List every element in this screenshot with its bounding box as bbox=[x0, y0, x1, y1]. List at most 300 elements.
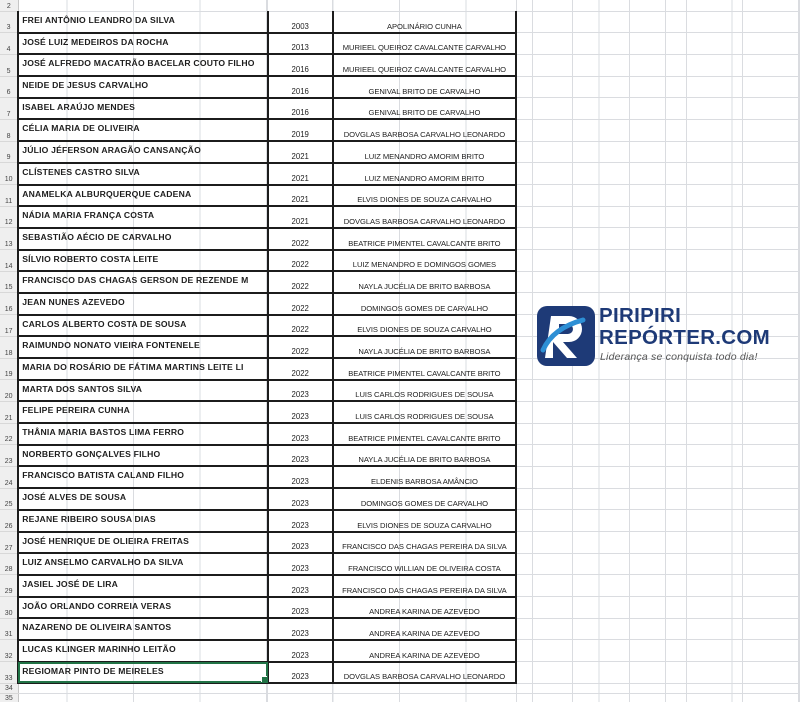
cell-name[interactable] bbox=[18, 466, 268, 488]
cell-empty[interactable] bbox=[686, 640, 743, 662]
row-header[interactable]: 10 bbox=[0, 163, 18, 185]
cell-name[interactable] bbox=[18, 163, 268, 185]
cell-name[interactable] bbox=[18, 336, 268, 358]
cell-name[interactable] bbox=[18, 206, 268, 228]
cell-empty[interactable] bbox=[686, 0, 743, 11]
cell-empty[interactable] bbox=[743, 0, 800, 11]
cell-year[interactable]: 2022 bbox=[268, 315, 333, 337]
cell-empty[interactable] bbox=[573, 683, 630, 693]
cell-year[interactable]: 2023 bbox=[268, 640, 333, 662]
row-header[interactable]: 26 bbox=[0, 510, 18, 532]
cell-empty[interactable] bbox=[630, 597, 687, 619]
cell-name-text: FELIPE PEREIRA CUNHA bbox=[22, 405, 131, 416]
cell-year[interactable]: 2021 bbox=[268, 141, 333, 163]
cell-empty[interactable] bbox=[743, 683, 800, 693]
cell-reporter[interactable]: ELVIS DIONES DE SOUZA CARVALHO bbox=[333, 185, 517, 207]
row-header[interactable]: 15 bbox=[0, 271, 18, 293]
cell-empty[interactable] bbox=[743, 640, 800, 662]
cell-empty[interactable] bbox=[516, 423, 573, 445]
cell-empty[interactable] bbox=[743, 597, 800, 619]
row-header[interactable]: 12 bbox=[0, 206, 18, 228]
cell-empty[interactable] bbox=[686, 618, 743, 640]
row-header[interactable]: 16 bbox=[0, 293, 18, 315]
row-header[interactable]: 31 bbox=[0, 618, 18, 640]
cell-empty[interactable] bbox=[516, 228, 573, 250]
cell-name[interactable] bbox=[18, 445, 268, 467]
cell-empty[interactable] bbox=[573, 466, 630, 488]
cell-empty[interactable] bbox=[743, 662, 800, 684]
cell-empty[interactable] bbox=[516, 662, 573, 684]
row-header[interactable]: 24 bbox=[0, 466, 18, 488]
cell-empty[interactable] bbox=[630, 683, 687, 693]
cell-empty[interactable] bbox=[743, 163, 800, 185]
cell-reporter[interactable]: ELVIS DIONES DE SOUZA CARVALHO bbox=[333, 510, 517, 532]
cell-empty[interactable] bbox=[516, 11, 573, 33]
cell-reporter[interactable]: LUIZ MENANDRO AMORIM BRITO bbox=[333, 163, 517, 185]
cell-year[interactable]: 2023 bbox=[268, 423, 333, 445]
cell-empty[interactable] bbox=[516, 532, 573, 554]
cell-empty[interactable] bbox=[573, 250, 630, 272]
cell-empty[interactable] bbox=[686, 597, 743, 619]
cell-reporter[interactable]: ELDENIS BARBOSA AMÂNCIO bbox=[333, 466, 517, 488]
cell-reporter[interactable]: DOMINGOS GOMES DE CARVALHO bbox=[333, 488, 517, 510]
row-header[interactable]: 25 bbox=[0, 488, 18, 510]
cell-empty[interactable] bbox=[573, 11, 630, 33]
row-header[interactable]: 18 bbox=[0, 336, 18, 358]
cell-empty[interactable] bbox=[573, 445, 630, 467]
table-row bbox=[0, 98, 800, 120]
cell-empty[interactable] bbox=[573, 380, 630, 402]
cell-empty[interactable] bbox=[516, 618, 573, 640]
row-header[interactable]: 17 bbox=[0, 315, 18, 337]
cell-year[interactable]: 2022 bbox=[268, 336, 333, 358]
table-row bbox=[0, 683, 800, 693]
cell-name[interactable] bbox=[18, 488, 268, 510]
cell-empty[interactable] bbox=[516, 575, 573, 597]
cell-empty[interactable] bbox=[743, 271, 800, 293]
cell-empty[interactable] bbox=[630, 271, 687, 293]
cell-name-text: FRANCISCO DAS CHAGAS GERSON DE REZENDE M bbox=[22, 275, 249, 286]
cell-year[interactable]: 2022 bbox=[268, 228, 333, 250]
cell-empty[interactable] bbox=[630, 11, 687, 33]
cell-empty[interactable] bbox=[743, 693, 800, 702]
cell-name[interactable] bbox=[18, 380, 268, 402]
cell-empty[interactable] bbox=[743, 119, 800, 141]
cell-reporter[interactable]: BEATRICE PIMENTEL CAVALCANTE BRITO bbox=[333, 423, 517, 445]
cell-name-text: JOSÉ ALVES DE SOUSA bbox=[22, 492, 127, 503]
cell-empty[interactable] bbox=[686, 98, 743, 120]
cell-name[interactable] bbox=[18, 141, 268, 163]
cell-empty[interactable] bbox=[630, 33, 687, 55]
cell-empty[interactable] bbox=[573, 141, 630, 163]
row-header[interactable]: 28 bbox=[0, 553, 18, 575]
cell-empty[interactable] bbox=[516, 33, 573, 55]
cell-name[interactable] bbox=[18, 532, 268, 554]
cell-name[interactable] bbox=[18, 185, 268, 207]
cell-reporter[interactable]: ANDREA KARINA DE AZEVEDO bbox=[333, 618, 517, 640]
cell-empty[interactable] bbox=[686, 380, 743, 402]
cell-empty[interactable] bbox=[516, 119, 573, 141]
cell-year[interactable]: 2022 bbox=[268, 271, 333, 293]
row-header[interactable]: 7 bbox=[0, 98, 18, 120]
cell-empty[interactable] bbox=[630, 510, 687, 532]
cell-year[interactable]: 2023 bbox=[268, 532, 333, 554]
cell-empty[interactable] bbox=[630, 466, 687, 488]
cell-year[interactable]: 2019 bbox=[268, 119, 333, 141]
cell-empty[interactable] bbox=[743, 228, 800, 250]
cell-empty[interactable] bbox=[516, 401, 573, 423]
cell-empty[interactable] bbox=[630, 445, 687, 467]
cell-empty[interactable] bbox=[630, 401, 687, 423]
cell-empty[interactable] bbox=[630, 662, 687, 684]
cell-empty[interactable] bbox=[516, 271, 573, 293]
cell-empty[interactable] bbox=[743, 380, 800, 402]
cell-empty[interactable] bbox=[630, 423, 687, 445]
cell-empty[interactable] bbox=[573, 575, 630, 597]
cell-empty[interactable] bbox=[630, 575, 687, 597]
cell-reporter[interactable]: ELVIS DIONES DE SOUZA CARVALHO bbox=[333, 315, 517, 337]
row-header[interactable]: 30 bbox=[0, 597, 18, 619]
cell-empty[interactable] bbox=[630, 76, 687, 98]
row-header[interactable]: 5 bbox=[0, 54, 18, 76]
cell-empty[interactable] bbox=[630, 163, 687, 185]
cell-empty[interactable] bbox=[630, 185, 687, 207]
cell-reporter[interactable]: DOMINGOS GOMES DE CARVALHO bbox=[333, 293, 517, 315]
cell-empty[interactable] bbox=[630, 693, 687, 702]
cell-year[interactable]: 2023 bbox=[268, 488, 333, 510]
cell-year[interactable]: 2003 bbox=[268, 11, 333, 33]
cell-empty[interactable] bbox=[630, 98, 687, 120]
row-header[interactable]: 13 bbox=[0, 228, 18, 250]
cell-empty[interactable] bbox=[516, 553, 573, 575]
cell-empty[interactable] bbox=[573, 98, 630, 120]
row-header[interactable]: 27 bbox=[0, 532, 18, 554]
cell-empty[interactable] bbox=[686, 11, 743, 33]
cell-empty[interactable] bbox=[516, 0, 573, 11]
cell-name[interactable] bbox=[18, 423, 268, 445]
cell-empty[interactable] bbox=[516, 54, 573, 76]
cell-name[interactable] bbox=[18, 401, 268, 423]
cell-empty[interactable] bbox=[573, 163, 630, 185]
cell-empty[interactable] bbox=[573, 693, 630, 702]
cell-empty[interactable] bbox=[743, 11, 800, 33]
cell-name[interactable] bbox=[18, 98, 268, 120]
cell-reporter[interactable]: MURIEEL QUEIROZ CAVALCANTE CARVALHO bbox=[333, 54, 517, 76]
cell-name[interactable] bbox=[18, 693, 268, 702]
row-header[interactable]: 8 bbox=[0, 119, 18, 141]
cell-name[interactable] bbox=[18, 293, 268, 315]
cell-empty[interactable] bbox=[573, 423, 630, 445]
cell-empty[interactable] bbox=[630, 618, 687, 640]
cell-empty[interactable] bbox=[743, 250, 800, 272]
row-header[interactable]: 6 bbox=[0, 76, 18, 98]
cell-name[interactable] bbox=[18, 76, 268, 98]
cell-empty[interactable] bbox=[573, 185, 630, 207]
cell-name[interactable] bbox=[18, 618, 268, 640]
cell-name[interactable] bbox=[18, 54, 268, 76]
cell-empty[interactable] bbox=[516, 380, 573, 402]
cell-empty[interactable] bbox=[686, 510, 743, 532]
cell-empty[interactable] bbox=[686, 119, 743, 141]
cell-empty[interactable] bbox=[516, 185, 573, 207]
row-header[interactable]: 4 bbox=[0, 33, 18, 55]
cell-year[interactable]: 2023 bbox=[268, 510, 333, 532]
cell-year[interactable]: 2021 bbox=[268, 163, 333, 185]
cell-empty[interactable] bbox=[743, 206, 800, 228]
row-header[interactable]: 29 bbox=[0, 575, 18, 597]
cell-empty[interactable] bbox=[516, 510, 573, 532]
cell-reporter[interactable]: FRANCISCO DAS CHAGAS PEREIRA DA SILVA bbox=[333, 532, 517, 554]
cell-reporter[interactable]: BEATRICE PIMENTEL CAVALCANTE BRITO bbox=[333, 358, 517, 380]
cell-empty[interactable] bbox=[743, 553, 800, 575]
cell-empty[interactable] bbox=[686, 693, 743, 702]
cell-empty[interactable] bbox=[516, 640, 573, 662]
cell-year[interactable]: 2013 bbox=[268, 33, 333, 55]
cell-empty[interactable] bbox=[743, 445, 800, 467]
cell-name-text: NORBERTO GONÇALVES FILHO bbox=[22, 448, 161, 459]
fill-handle[interactable] bbox=[261, 676, 268, 683]
cell-empty[interactable] bbox=[573, 228, 630, 250]
cell-empty[interactable] bbox=[516, 206, 573, 228]
cell-empty[interactable] bbox=[516, 445, 573, 467]
cell-year[interactable]: 2016 bbox=[268, 76, 333, 98]
cell-reporter[interactable]: GENIVAL BRITO DE CARVALHO bbox=[333, 76, 517, 98]
row-header[interactable]: 11 bbox=[0, 185, 18, 207]
cell-name[interactable] bbox=[18, 597, 268, 619]
cell-empty[interactable] bbox=[743, 98, 800, 120]
cell-empty[interactable] bbox=[743, 532, 800, 554]
cell-reporter[interactable] bbox=[333, 693, 517, 702]
cell-empty[interactable] bbox=[630, 250, 687, 272]
cell-year[interactable]: 2023 bbox=[268, 553, 333, 575]
cell-empty[interactable] bbox=[686, 683, 743, 693]
cell-empty[interactable] bbox=[686, 228, 743, 250]
cell-reporter[interactable]: LUIZ MENANDRO E DOMINGOS GOMES bbox=[333, 250, 517, 272]
cell-year[interactable]: 2022 bbox=[268, 358, 333, 380]
cell-year[interactable] bbox=[268, 683, 333, 693]
table-row bbox=[0, 33, 800, 55]
cell-empty[interactable] bbox=[686, 553, 743, 575]
cell-year[interactable]: 2021 bbox=[268, 185, 333, 207]
cell-empty[interactable] bbox=[630, 380, 687, 402]
cell-empty[interactable] bbox=[743, 618, 800, 640]
cell-empty[interactable] bbox=[516, 163, 573, 185]
cell-empty[interactable] bbox=[516, 141, 573, 163]
row-header[interactable]: 23 bbox=[0, 445, 18, 467]
cell-name[interactable] bbox=[18, 315, 268, 337]
cell-reporter[interactable]: LUIS CARLOS RODRIGUES DE SOUSA bbox=[333, 380, 517, 402]
cell-reporter[interactable]: GENIVAL BRITO DE CARVALHO bbox=[333, 98, 517, 120]
cell-year[interactable]: 2023 bbox=[268, 401, 333, 423]
cell-reporter[interactable]: FRANCISCO WILLIAN DE OLIVEIRA COSTA bbox=[333, 553, 517, 575]
cell-reporter[interactable]: ANDREA KARINA DE AZEVEDO bbox=[333, 640, 517, 662]
cell-year[interactable]: 2023 bbox=[268, 445, 333, 467]
cell-reporter[interactable]: ANDREA KARINA DE AZEVEDO bbox=[333, 597, 517, 619]
cell-empty[interactable] bbox=[743, 33, 800, 55]
cell-empty[interactable] bbox=[573, 618, 630, 640]
cell-name-text: SEBASTIÃO AÉCIO DE CARVALHO bbox=[22, 231, 172, 242]
row-header[interactable]: 14 bbox=[0, 250, 18, 272]
cell-reporter[interactable]: DOVGLAS BARBOSA CARVALHO LEONARDO bbox=[333, 206, 517, 228]
cell-reporter[interactable]: NAYLA JUCÉLIA DE BRITO BARBOSA bbox=[333, 445, 517, 467]
cell-empty[interactable] bbox=[686, 488, 743, 510]
row-header[interactable]: 9 bbox=[0, 141, 18, 163]
cell-empty[interactable] bbox=[686, 466, 743, 488]
cell-empty[interactable] bbox=[573, 54, 630, 76]
cell-empty[interactable] bbox=[573, 553, 630, 575]
cell-name[interactable] bbox=[18, 358, 268, 380]
cell-name[interactable] bbox=[18, 33, 268, 55]
cell-reporter[interactable] bbox=[333, 683, 517, 693]
cell-empty[interactable] bbox=[686, 33, 743, 55]
cell-reporter[interactable] bbox=[333, 0, 517, 11]
cell-empty[interactable] bbox=[516, 98, 573, 120]
cell-reporter[interactable]: NAYLA JUCÉLIA DE BRITO BARBOSA bbox=[333, 271, 517, 293]
cell-reporter[interactable]: NAYLA JUCÉLIA DE BRITO BARBOSA bbox=[333, 336, 517, 358]
cell-empty[interactable] bbox=[743, 466, 800, 488]
cell-empty[interactable] bbox=[630, 54, 687, 76]
cell-empty[interactable] bbox=[630, 119, 687, 141]
cell-name[interactable] bbox=[18, 575, 268, 597]
cell-year[interactable]: 2023 bbox=[268, 597, 333, 619]
cell-name[interactable] bbox=[18, 662, 268, 684]
cell-empty[interactable] bbox=[686, 54, 743, 76]
cell-empty[interactable] bbox=[743, 76, 800, 98]
cell-empty[interactable] bbox=[743, 575, 800, 597]
cell-name[interactable] bbox=[18, 683, 268, 693]
cell-empty[interactable] bbox=[573, 119, 630, 141]
cell-empty[interactable] bbox=[743, 185, 800, 207]
cell-empty[interactable] bbox=[516, 76, 573, 98]
cell-year[interactable]: 2016 bbox=[268, 54, 333, 76]
cell-empty[interactable] bbox=[686, 206, 743, 228]
cell-empty[interactable] bbox=[743, 401, 800, 423]
cell-empty[interactable] bbox=[630, 141, 687, 163]
row-header[interactable]: 34 bbox=[0, 683, 18, 693]
cell-empty[interactable] bbox=[686, 423, 743, 445]
cell-empty[interactable] bbox=[630, 206, 687, 228]
cell-name[interactable] bbox=[18, 510, 268, 532]
cell-year[interactable] bbox=[268, 693, 333, 702]
cell-empty[interactable] bbox=[743, 488, 800, 510]
cell-empty[interactable] bbox=[686, 250, 743, 272]
row-header[interactable]: 21 bbox=[0, 401, 18, 423]
cell-empty[interactable] bbox=[743, 141, 800, 163]
cell-empty[interactable] bbox=[686, 141, 743, 163]
cell-empty[interactable] bbox=[573, 206, 630, 228]
cell-empty[interactable] bbox=[686, 445, 743, 467]
row-header[interactable]: 32 bbox=[0, 640, 18, 662]
cell-reporter[interactable]: LUIZ MENANDRO AMORIM BRITO bbox=[333, 141, 517, 163]
cell-empty[interactable] bbox=[743, 54, 800, 76]
cell-empty[interactable] bbox=[686, 662, 743, 684]
cell-reporter[interactable]: BEATRICE PIMENTEL CAVALCANTE BRITO bbox=[333, 228, 517, 250]
cell-year[interactable]: 2023 bbox=[268, 466, 333, 488]
cell-empty[interactable] bbox=[573, 33, 630, 55]
cell-empty[interactable] bbox=[516, 250, 573, 272]
cell-empty[interactable] bbox=[516, 597, 573, 619]
cell-name[interactable] bbox=[18, 228, 268, 250]
cell-year[interactable]: 2023 bbox=[268, 575, 333, 597]
cell-name-text: THÂNIA MARIA BASTOS LIMA FERRO bbox=[22, 427, 185, 438]
cell-empty[interactable] bbox=[743, 423, 800, 445]
row-header[interactable]: 2 bbox=[0, 0, 18, 11]
cell-year[interactable] bbox=[268, 0, 333, 11]
cell-empty[interactable] bbox=[573, 662, 630, 684]
row-header[interactable]: 19 bbox=[0, 358, 18, 380]
cell-empty[interactable] bbox=[573, 76, 630, 98]
cell-empty[interactable] bbox=[573, 271, 630, 293]
cell-empty[interactable] bbox=[573, 488, 630, 510]
cell-reporter[interactable]: FRANCISCO DAS CHAGAS PEREIRA DA SILVA bbox=[333, 575, 517, 597]
cell-empty[interactable] bbox=[573, 510, 630, 532]
cell-name-text: JASIEL JOSÉ DE LIRA bbox=[22, 578, 119, 589]
cell-empty[interactable] bbox=[573, 532, 630, 554]
cell-year[interactable]: 2023 bbox=[268, 380, 333, 402]
cell-year[interactable]: 2016 bbox=[268, 98, 333, 120]
cell-empty[interactable] bbox=[630, 553, 687, 575]
cell-empty[interactable] bbox=[686, 163, 743, 185]
cell-empty[interactable] bbox=[686, 532, 743, 554]
cell-reporter[interactable]: LUIS CARLOS RODRIGUES DE SOUSA bbox=[333, 401, 517, 423]
cell-empty[interactable] bbox=[573, 597, 630, 619]
cell-empty[interactable] bbox=[686, 185, 743, 207]
table-row bbox=[0, 163, 800, 185]
cell-reporter[interactable]: DOVGLAS BARBOSA CARVALHO LEONARDO bbox=[333, 119, 517, 141]
cell-name[interactable] bbox=[18, 119, 268, 141]
cell-empty[interactable] bbox=[630, 532, 687, 554]
cell-empty[interactable] bbox=[516, 693, 573, 702]
cell-empty[interactable] bbox=[516, 488, 573, 510]
cell-empty[interactable] bbox=[686, 401, 743, 423]
cell-year[interactable]: 2022 bbox=[268, 250, 333, 272]
cell-empty[interactable] bbox=[516, 466, 573, 488]
cell-empty[interactable] bbox=[686, 271, 743, 293]
row-header[interactable]: 35 bbox=[0, 693, 18, 702]
cell-year[interactable]: 2021 bbox=[268, 206, 333, 228]
cell-year[interactable]: 2022 bbox=[268, 293, 333, 315]
cell-name[interactable] bbox=[18, 250, 268, 272]
cell-year[interactable]: 2023 bbox=[268, 618, 333, 640]
cell-empty[interactable] bbox=[630, 228, 687, 250]
cell-empty[interactable] bbox=[630, 488, 687, 510]
cell-empty[interactable] bbox=[743, 510, 800, 532]
table-row bbox=[0, 618, 800, 640]
cell-name[interactable] bbox=[18, 11, 268, 33]
cell-year[interactable]: 2023 bbox=[268, 662, 333, 684]
row-header[interactable]: 3 bbox=[0, 11, 18, 33]
cell-empty[interactable] bbox=[686, 575, 743, 597]
cell-empty[interactable] bbox=[686, 76, 743, 98]
cell-reporter[interactable]: APOLINÁRIO CUNHA bbox=[333, 11, 517, 33]
cell-name[interactable] bbox=[18, 271, 268, 293]
cell-reporter[interactable]: MURIEEL QUEIROZ CAVALCANTE CARVALHO bbox=[333, 33, 517, 55]
row-header[interactable]: 33 bbox=[0, 662, 18, 684]
cell-reporter[interactable]: DOVGLAS BARBOSA CARVALHO LEONARDO bbox=[333, 662, 517, 684]
table-row bbox=[0, 597, 800, 619]
cell-empty[interactable] bbox=[573, 401, 630, 423]
cell-empty[interactable] bbox=[630, 0, 687, 11]
row-header[interactable]: 20 bbox=[0, 380, 18, 402]
cell-empty[interactable] bbox=[573, 640, 630, 662]
row-header[interactable]: 22 bbox=[0, 423, 18, 445]
cell-name[interactable] bbox=[18, 640, 268, 662]
cell-name[interactable] bbox=[18, 553, 268, 575]
cell-name[interactable] bbox=[18, 0, 268, 11]
cell-empty[interactable] bbox=[630, 640, 687, 662]
cell-empty[interactable] bbox=[573, 0, 630, 11]
cell-empty[interactable] bbox=[516, 683, 573, 693]
